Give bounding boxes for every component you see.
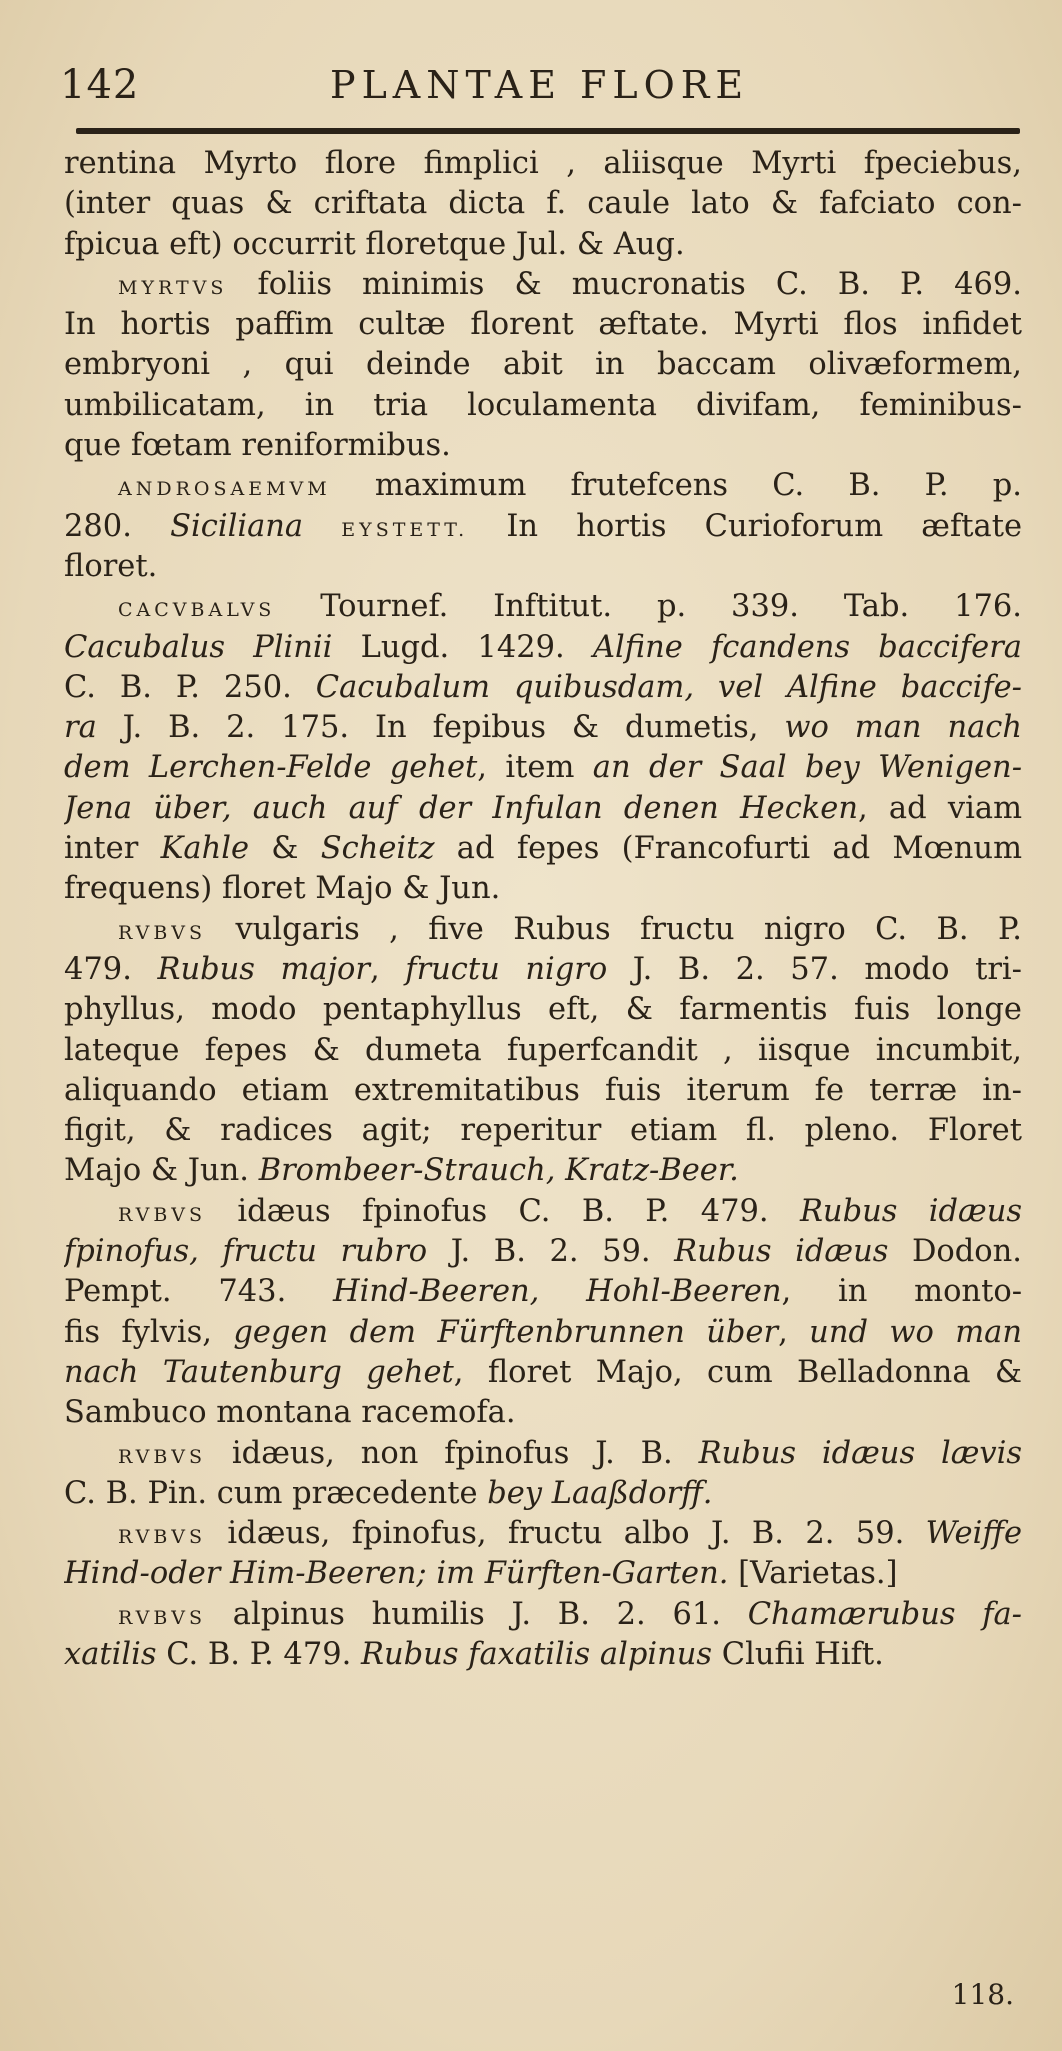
text-line [64,950,1022,990]
text-line [64,1635,1022,1675]
body-text [64,144,1022,1675]
text-line [64,748,1022,788]
page-number: 142 [60,62,140,108]
text-segment: In hortis paffim cultæ florent æftate. Myrti flos infidet [64,307,1022,343]
text-segment: Sambuco montana racemofa. [64,1395,516,1431]
genus-name: RVBVS [118,1526,207,1549]
italic-text: fpinofus, fructu rubro [64,1234,428,1270]
text-segment: , item [477,750,593,786]
italic-text: Kahle [160,831,250,867]
text-line [64,1514,1022,1554]
text-segment: , in monto- [781,1274,1022,1310]
text-line [64,990,1022,1030]
text-line [64,1554,1022,1594]
text-segment: que fœtam reniformibus. [64,428,451,464]
italic-text: xatilis [64,1636,157,1672]
text-line [64,1474,1022,1514]
text-segment: foliis minimis & mucronatis C. B. P. 469. [227,266,1022,302]
text-segment: 280. [64,508,171,544]
text-segment: Clufii Hift. [712,1636,884,1672]
italic-text: Rubus idæus lævis [698,1435,1022,1471]
italic-text: an der Saal bey Wenigen- [592,750,1022,786]
italic-text: und wo man [809,1314,1022,1350]
text-segment: Majo & Jun. [64,1153,259,1189]
text-line [64,426,1022,466]
text-segment: idæus, non fpinofus J. B. [206,1435,699,1471]
text-line [64,507,1022,547]
text-segment: umbilicatam, in tria loculamenta divifam, feminibus- [64,387,1022,423]
text-segment: C. B. Pin. cum præcedente [64,1475,488,1511]
italic-text: Siciliana [170,508,304,544]
text-line [64,144,1022,184]
text-line [64,1313,1022,1353]
text-line [64,1151,1022,1191]
text-segment [303,509,341,544]
genus-name: RVBVS [118,1606,207,1629]
text-line [64,1272,1022,1312]
text-segment: & [249,831,321,867]
text-segment: , ad viam [857,790,1022,826]
text-line [64,1595,1022,1635]
text-segment: J. B. 2. 59. [427,1234,675,1270]
text-segment: figit, & radices agit; reperitur etiam fl. pleno. Floret [64,1113,1022,1149]
italic-text: Hind-Beeren, Hohl-Beeren [333,1274,782,1310]
text-line [64,1232,1022,1272]
text-segment: rentina Myrto flore fimplici , aliisque Myrti fpeciebus, [64,146,1022,181]
text-segment: embryoni , qui deinde abit in baccam olivæformem, [64,347,1022,383]
text-segment: aliquando etiam extremitatibus fuis iterum fe terræ in- [64,1072,1022,1108]
text-segment: phyllus, modo pentaphyllus eft, & farmentis fuis longe [64,992,1022,1028]
genus-name: MYRTVS [118,276,228,299]
text-line [64,265,1022,305]
text-line [64,305,1022,345]
genus-name: CACVBALVS [118,599,276,622]
text-line [64,910,1022,950]
text-segment: vulgaris , five Rubus fructu nigro C. B. P. [206,911,1022,947]
text-segment: idæus fpinofus C. B. P. 479. [206,1193,800,1229]
italic-text: Hind-oder Him-Beeren; im Fürften-Garten. [64,1556,729,1592]
text-segment: 479. [64,951,158,987]
text-segment: Dodon. [888,1234,1022,1270]
genus-name: ANDROSAEMVM [118,478,331,501]
text-line [64,587,1022,627]
text-line [64,547,1022,587]
text-segment: (inter quas & criftata dicta f. caule lato & fafciato con- [64,186,1022,222]
text-line [64,345,1022,385]
text-segment: C. B. P. 250. [64,669,316,705]
text-line [64,1111,1022,1151]
text-line [64,1434,1022,1474]
page-header [60,62,1022,114]
text-line [64,869,1022,909]
text-segment: , [778,1314,810,1350]
italic-text: ra [64,710,97,746]
text-line [64,225,1022,265]
text-line [64,829,1022,869]
text-line [64,1393,1022,1433]
italic-text: wo man nach [784,710,1022,746]
text-segment: ad fepes (Francofurti ad Mœnum [434,831,1022,867]
text-segment: , floret Majo, cum Belladonna & [453,1354,1022,1390]
text-segment: idæus, fpinofus, fructu albo J. B. 2. 59. [206,1516,926,1552]
italic-text: Chamærubus fa- [747,1596,1022,1632]
italic-text: fructu nigro [405,951,608,987]
text-segment: lateque fepes & dumeta fuperfcandit , iisque incumbit, [64,1032,1022,1068]
text-segment: [Varietas.] [728,1556,898,1592]
genus-name: RVBVS [118,1445,207,1468]
text-line [64,386,1022,426]
text-line [64,1192,1022,1232]
text-segment: fis fylvis, [64,1314,234,1350]
header-rule [76,128,1020,134]
text-segment: floret. [64,548,158,584]
catchword: 118. [951,1978,1014,2011]
italic-text: Alfine fcandens baccifera [592,629,1022,665]
text-line [64,1071,1022,1111]
text-segment: Pempt. 743. [64,1274,334,1310]
text-line [64,628,1022,668]
text-segment: alpinus humilis J. B. 2. 61. [206,1596,748,1632]
text-segment: Tournef. Inftitut. p. 339. Tab. 176. [275,589,1022,625]
italic-text: dem Lerchen-Felde gehet [64,750,478,786]
italic-text: Scheitz [320,831,435,867]
italic-text: Cacubalus Plinii [64,629,333,665]
text-segment: maximum frutefcens C. B. P. p. [330,468,1022,504]
italic-text: Rubus idæus [799,1193,1022,1229]
text-segment: J. B. 2. 57. modo tri- [607,951,1022,987]
text-segment: inter [64,831,161,867]
italic-text: gegen dem Fürftenbrunnen über [233,1314,779,1350]
text-segment: J. B. 2. 175. In fepibus & dumetis, [96,710,785,746]
italic-text: Cacubalum quibusdam, vel Alfine baccife- [315,669,1022,705]
text-segment: , [370,951,406,987]
text-segment: Lugd. 1429. [332,629,593,665]
italic-text: Jena über, auch auf der Infulan denen Hecken [64,790,858,826]
text-line [64,466,1022,506]
text-segment: frequens) floret Majo & Jun. [64,871,501,907]
text-line [64,1353,1022,1393]
text-segment: fpicua eft) occurrit floretque Jul. & Aug. [64,226,685,262]
italic-text: Rubus idæus [674,1234,889,1270]
italic-text: nach Tautenburg gehet [64,1354,454,1390]
italic-text: Brombeer-Strauch, Kratz-Beer. [258,1153,739,1189]
text-line [64,1031,1022,1071]
italic-text: Weiffe [925,1516,1022,1552]
text-line [64,708,1022,748]
text-line [64,789,1022,829]
text-segment: In hortis Curioforum æftate [468,508,1022,544]
text-line [64,668,1022,708]
text-segment: C. B. P. 479. [156,1636,362,1672]
italic-text: Rubus faxatilis alpinus [361,1636,713,1672]
italic-text: Rubus major [157,951,370,987]
text-line [64,184,1022,224]
genus-name: EYSTETT. [341,518,469,541]
italic-text: bey Laaßdorff. [487,1475,713,1511]
genus-name: RVBVS [118,921,207,944]
running-title: PLANTAE FLORE [330,63,750,107]
genus-name: RVBVS [118,1203,207,1226]
